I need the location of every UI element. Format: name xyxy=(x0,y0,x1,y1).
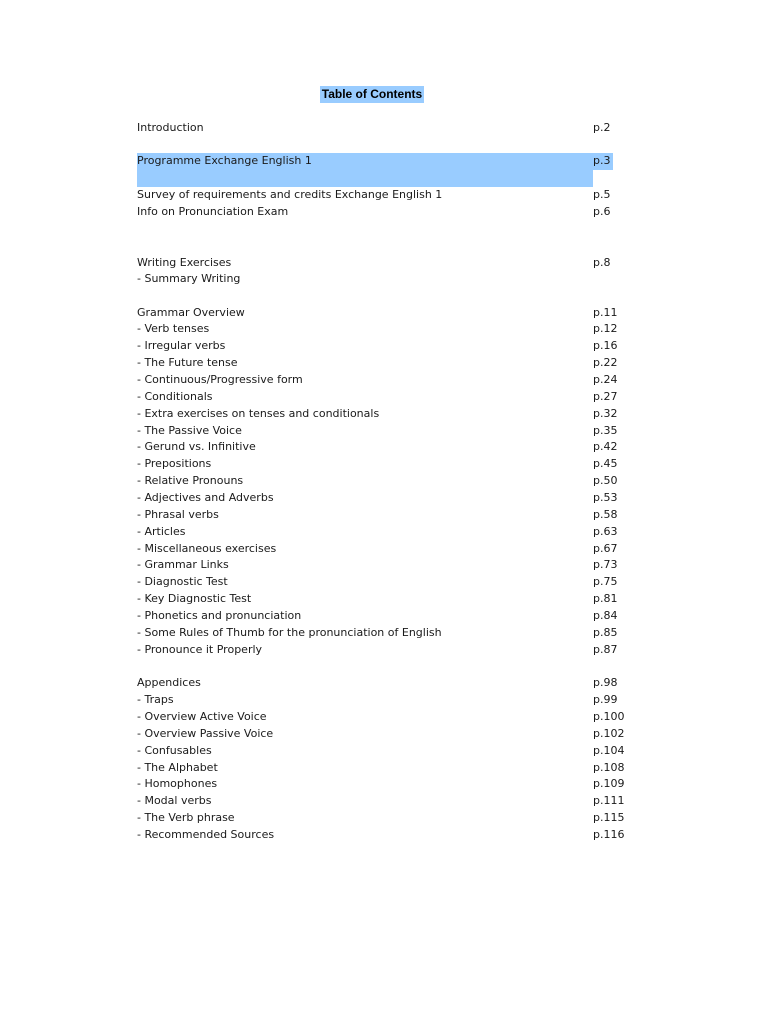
toc-label: - Miscellaneous exercises xyxy=(137,542,277,555)
toc-entry-appendices xyxy=(137,674,637,691)
toc-page: p.11 xyxy=(593,306,618,319)
toc-entry xyxy=(137,455,637,472)
toc-page: p.5 xyxy=(593,188,611,201)
toc-entry xyxy=(137,691,637,708)
toc-entry xyxy=(137,590,637,607)
toc-page: p.98 xyxy=(593,676,618,689)
toc-entry xyxy=(137,438,637,455)
toc-label: Grammar Overview xyxy=(137,306,245,319)
toc-label: - The Future tense xyxy=(137,356,238,369)
toc-page: p.22 xyxy=(593,356,618,369)
toc-label: - Key Diagnostic Test xyxy=(137,592,252,605)
toc-entry xyxy=(137,337,637,354)
toc-page: p.102 xyxy=(593,727,625,740)
toc-page: p.2 xyxy=(593,121,611,134)
toc-entry-pronunciation-exam xyxy=(137,203,637,220)
toc-entry xyxy=(137,405,637,422)
toc-page: p.67 xyxy=(593,542,618,555)
toc-page: p.45 xyxy=(593,457,618,470)
toc-label: Programme Exchange English 1 xyxy=(137,154,312,167)
toc-entry-summary-writing xyxy=(137,270,637,287)
toc-label: - Gerund vs. Infinitive xyxy=(137,440,256,453)
toc-entry xyxy=(137,489,637,506)
toc-entry xyxy=(137,641,637,658)
toc-label: - Overview Passive Voice xyxy=(137,727,274,740)
toc-entry xyxy=(137,725,637,742)
toc-label: - Phonetics and pronunciation xyxy=(137,609,302,622)
toc-label: Info on Pronunciation Exam xyxy=(137,205,289,218)
toc-label: Survey of requirements and credits Exchange English 1 xyxy=(137,188,443,201)
toc-page: p.100 xyxy=(593,710,625,723)
toc-page: p.8 xyxy=(593,256,611,269)
toc-entry-grammar-overview xyxy=(137,304,637,321)
toc-label: Writing Exercises xyxy=(137,256,232,269)
toc-entry xyxy=(137,506,637,523)
toc-page: p.35 xyxy=(593,424,618,437)
toc-label: - Verb tenses xyxy=(137,322,210,335)
toc-page: p.50 xyxy=(593,474,618,487)
toc-entry-programme xyxy=(137,152,637,169)
toc-label: - Grammar Links xyxy=(137,558,229,571)
toc-label: - Pronounce it Properly xyxy=(137,643,263,656)
toc-page: p.85 xyxy=(593,626,618,639)
toc-page: p.16 xyxy=(593,339,618,352)
toc-label: - Continuous/Progressive form xyxy=(137,373,303,386)
toc-label: - Homophones xyxy=(137,777,218,790)
toc-entry-survey xyxy=(137,186,637,203)
toc-page: p.81 xyxy=(593,592,618,605)
toc-label: - Traps xyxy=(137,693,174,706)
toc-page: p.116 xyxy=(593,828,625,841)
toc-page: p.87 xyxy=(593,643,618,656)
toc-entry xyxy=(137,540,637,557)
toc-label: - Irregular verbs xyxy=(137,339,226,352)
toc-label: - Modal verbs xyxy=(137,794,212,807)
toc-entry xyxy=(137,573,637,590)
toc-page: p.24 xyxy=(593,373,618,386)
toc-page: p.99 xyxy=(593,693,618,706)
toc-page: p.58 xyxy=(593,508,618,521)
toc-label: Introduction xyxy=(137,121,204,134)
toc-entry xyxy=(137,826,637,843)
toc-label: - Prepositions xyxy=(137,457,212,470)
toc-entry-writing-exercises xyxy=(137,254,637,271)
toc-label: Appendices xyxy=(137,676,201,689)
toc-label: - Articles xyxy=(137,525,186,538)
toc-label: - Summary Writing xyxy=(137,272,241,285)
toc-page: p.63 xyxy=(593,525,618,538)
toc-entry xyxy=(137,742,637,759)
toc-page: p.115 xyxy=(593,811,625,824)
toc-entry xyxy=(137,388,637,405)
toc-label: - The Alphabet xyxy=(137,761,218,774)
toc-page: p.53 xyxy=(593,491,618,504)
toc-label: - Conditionals xyxy=(137,390,213,403)
toc-label: - Confusables xyxy=(137,744,212,757)
toc-page: p.75 xyxy=(593,575,618,588)
toc-label: - Phrasal verbs xyxy=(137,508,219,521)
toc-entry xyxy=(137,775,637,792)
toc-page: p.12 xyxy=(593,322,618,335)
toc-entry xyxy=(137,607,637,624)
toc-entry xyxy=(137,422,637,439)
toc-page: p.84 xyxy=(593,609,618,622)
toc-label: - Extra exercises on tenses and conditionals xyxy=(137,407,380,420)
toc-entry xyxy=(137,354,637,371)
toc-entry xyxy=(137,809,637,826)
toc-label: - Recommended Sources xyxy=(137,828,275,841)
toc-entry xyxy=(137,624,637,641)
toc-page: p.42 xyxy=(593,440,618,453)
toc-entry xyxy=(137,371,637,388)
toc-page: p.111 xyxy=(593,794,625,807)
toc-entry xyxy=(137,556,637,573)
toc-page: p.108 xyxy=(593,761,625,774)
toc-page: p.32 xyxy=(593,407,618,420)
toc-entry xyxy=(137,759,637,776)
toc-label: - Adjectives and Adverbs xyxy=(137,491,274,504)
toc-page: p.6 xyxy=(593,205,611,218)
toc-page: p.3 xyxy=(593,154,611,167)
toc-label: - Some Rules of Thumb for the pronunciation of English xyxy=(137,626,442,639)
toc-page: p.109 xyxy=(593,777,625,790)
toc-page: p.73 xyxy=(593,558,618,571)
toc-entry xyxy=(137,708,637,725)
toc-label: - Relative Pronouns xyxy=(137,474,244,487)
toc-entry xyxy=(137,320,637,337)
toc-page: p.27 xyxy=(593,390,618,403)
toc-label: - The Passive Voice xyxy=(137,424,242,437)
toc-page: p.104 xyxy=(593,744,625,757)
toc-label: - Diagnostic Test xyxy=(137,575,228,588)
toc-entry xyxy=(137,792,637,809)
toc-entry-introduction xyxy=(137,119,637,136)
toc-entry xyxy=(137,523,637,540)
toc-entry xyxy=(137,472,637,489)
document-title: Table of Contents xyxy=(321,87,423,101)
toc-label: - Overview Active Voice xyxy=(137,710,267,723)
toc-label: - The Verb phrase xyxy=(137,811,235,824)
